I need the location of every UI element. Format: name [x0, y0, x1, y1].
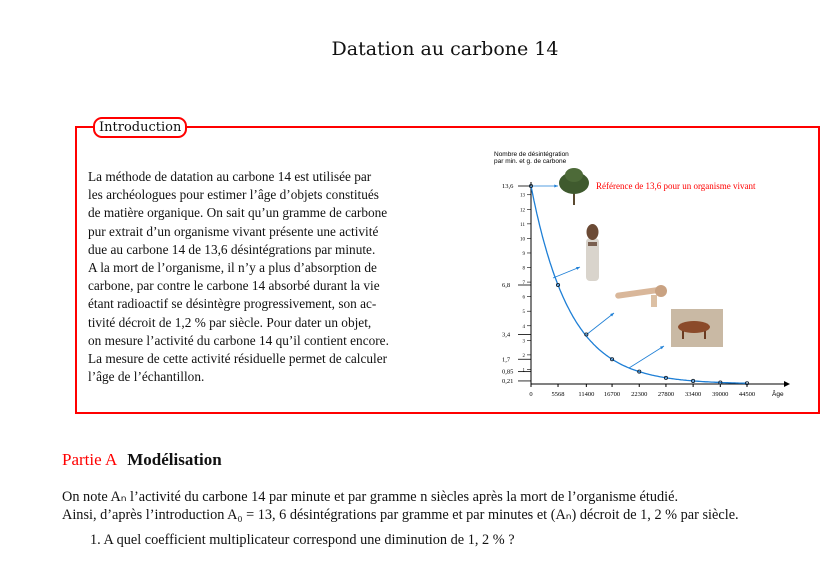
intro-line: La mesure de cette activité résiduelle permet de calculer [88, 351, 388, 367]
y-minor-tick-label: 6 [522, 295, 525, 301]
intro-line: on mesure l’activité du carbone 14 qu’il contient encore. [88, 332, 389, 348]
y-minor-tick-label: 13 [520, 193, 525, 199]
y-tick-label: 13,6 [502, 183, 514, 190]
pointer-arrow [553, 267, 580, 278]
y-tick-label: 3,4 [502, 331, 511, 339]
intro-line: l’âge de l’échantillon. [88, 369, 205, 385]
y-minor-tick-label: 10 [520, 237, 525, 243]
y-tick-label: 6,8 [502, 282, 511, 289]
arrowhead-icon [554, 184, 558, 187]
y-minor-tick-label: 5 [522, 310, 525, 316]
y-minor-tick-label: 2 [522, 353, 525, 359]
section-heading [62, 450, 222, 470]
x-tick-label: 27800 [657, 391, 675, 398]
section-number: Partie A [62, 450, 118, 469]
intro-line: A la mort de l’organisme, il n’y a plus d’absorption de [88, 260, 377, 276]
introduction-label: Introduction [93, 117, 187, 138]
intro-line: les archéologues pour estimer l’âge d’objets constitués [88, 187, 379, 203]
intro-line: carbone, par contre le carbone 14 absorbé durant la vie [88, 278, 380, 294]
intro-line: tivité décroit de 1,2 % par siècle. Pour dater un objet, [88, 314, 372, 330]
y-minor-tick-label: 11 [520, 222, 525, 228]
y-tick-label: 0,85 [502, 368, 514, 376]
x-tick-label: 16700 [603, 391, 621, 398]
reference-annotation: Référence de 13,6 pour un organisme vivant [596, 181, 756, 191]
x-tick-label: 11400 [578, 391, 595, 398]
decay-curve [531, 186, 747, 383]
decay-chart [490, 145, 800, 407]
x-tick-label: 39000 [712, 391, 729, 398]
pointer-arrow [629, 346, 664, 368]
section-title: Modélisation [127, 450, 222, 469]
x-tick-label: 22300 [631, 391, 648, 398]
x-axis-arrow-icon [784, 381, 790, 387]
y-axis-label-line2: par min. et g. de carbone [494, 158, 567, 165]
introduction-text [88, 168, 458, 386]
y-minor-tick-label: 4 [522, 324, 525, 330]
x-tick-label: 0 [529, 391, 533, 398]
y-minor-tick-label: 12 [520, 208, 525, 214]
x-tick-label: 5568 [551, 391, 565, 398]
intro-line: due au carbone 14 de 13,6 désintégrations par minute. [88, 241, 376, 257]
y-ticks [502, 183, 531, 385]
y-tick-label: 1,7 [502, 356, 511, 364]
tree-image [559, 168, 589, 205]
intro-line: de matière organique. On sait qu’un gramme de carbone [88, 205, 388, 221]
question-1: 1. A quel coefficient multiplicateur correspond une diminution de 1, 2 % ? [90, 532, 515, 548]
arrowhead-icon [576, 267, 580, 270]
x-axis-label: Âge [772, 391, 784, 398]
y-minor-tick-label: 3 [522, 339, 525, 345]
y-minor-tick-label: 1 [522, 368, 525, 374]
paragraph-1: On note Aₙ l’activité du carbone 14 par minute et par gramme n siècles après la mort de l’organisme étudié. [62, 489, 679, 505]
intro-line: pur extrait d’un organisme vivant présente une activité [88, 223, 379, 239]
chart-axes [531, 182, 790, 387]
x-tick-label: 33400 [684, 391, 702, 398]
intro-line: étant radioactif se désintègre progressivement, son ac- [88, 296, 377, 312]
page-title: Datation au carbone 14 [331, 38, 559, 60]
y-minor-tick-label: 8 [522, 266, 525, 272]
data-points [529, 184, 748, 384]
paragraph-2: Ainsi, d’après l’introduction A₀ = 13, 6 désintégrations par gramme et par minutes et (Aₙ) décroit de 1, 2 % par siècle. [62, 507, 739, 523]
bone-image [615, 285, 667, 307]
y-axis-label-line1: Nombre de désintégration [494, 151, 569, 158]
y-minor-tick-label: 7 [522, 281, 525, 287]
y-minor-tick-label: 9 [522, 251, 525, 257]
x-tick-label: 44500 [738, 391, 756, 398]
x-ticks [529, 384, 755, 398]
cave-painting-image [671, 309, 723, 347]
sarcophagus-image [586, 224, 599, 281]
intro-line: La méthode de datation au carbone 14 est utilisée par [88, 169, 372, 184]
pointer-arrow [586, 313, 614, 335]
y-tick-label: 0,21 [502, 377, 514, 385]
